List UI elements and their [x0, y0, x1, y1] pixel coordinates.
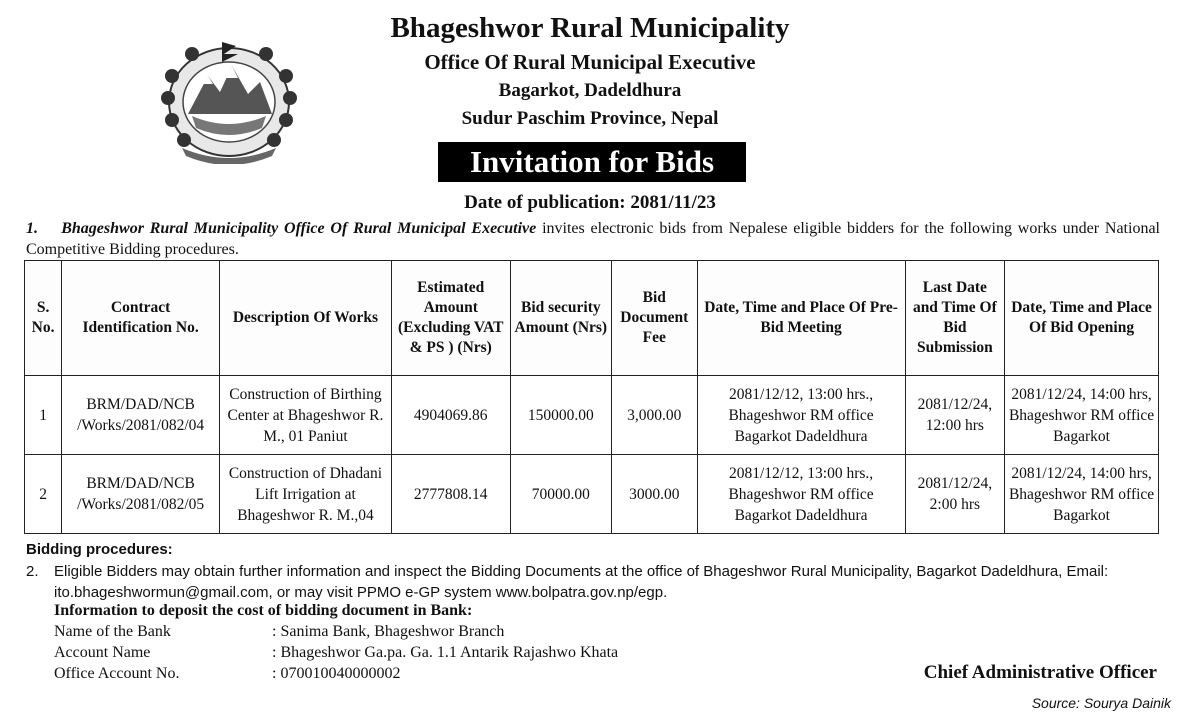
header-bid-opening: Date, Time and Place Of Bid Opening — [1005, 261, 1159, 376]
procedures-text: Eligible Bidders may obtain further information and inspect the Bidding Documents at the office of Bhageshwor Rural Municipality, Bagarkot Dadeldhura, Email: ito.bhageshwormun@gmail.com, or may visit PPMO e-GP system www.bolpatra.gov.np/egp. — [54, 563, 1109, 601]
bank-info-title: Information to deposit the cost of bidding document in Bank: — [54, 602, 473, 619]
bank-info-label: Name of the Bank — [54, 623, 171, 640]
bank-info-value: : Sanima Bank, Bhageshwor Branch — [272, 623, 505, 640]
office-address: Bagarkot, Dadeldhura — [498, 80, 682, 101]
intro-text: invites electronic bids from Nepalese eligible bidders for the following works under National Competitive Bidding procedures. — [26, 220, 1160, 258]
notice-title-banner: Invitation for Bids — [438, 142, 746, 182]
cell-bid-opening: 2081/12/24, 14:00 hrs, Bhageshwor RM office Bagarkot — [1005, 455, 1159, 534]
cell-bid-opening: 2081/12/24, 14:00 hrs, Bhageshwor RM office Bagarkot — [1005, 376, 1159, 455]
procedures-item — [26, 561, 1166, 603]
bank-info-row — [54, 623, 504, 641]
header-pre-bid-meeting: Date, Time and Place Of Pre-Bid Meeting — [697, 261, 905, 376]
municipality-name: Bhageshwor Rural Municipality — [390, 12, 790, 44]
header-document-fee: Bid Document Fee — [612, 261, 697, 376]
header-last-date: Last Date and Time Of Bid Submission — [905, 261, 1005, 376]
cell-document-fee: 3,000.00 — [612, 376, 697, 455]
cell-description: Construction of Dhadani Lift Irrigation at Bhageshwor R. M.,04 — [220, 455, 392, 534]
cell-bid-security: 150000.00 — [510, 376, 612, 455]
bids-table — [24, 260, 1159, 534]
header-description: Description Of Works — [220, 261, 392, 376]
cell-estimated-amount: 2777808.14 — [391, 455, 510, 534]
table-row — [25, 455, 1159, 534]
cell-document-fee: 3000.00 — [612, 455, 697, 534]
bank-info-row — [54, 665, 400, 683]
cell-bid-security: 70000.00 — [510, 455, 612, 534]
header-contract-id: Contract Identification No. — [62, 261, 220, 376]
cell-pre-bid-meeting: 2081/12/12, 13:00 hrs., Bhageshwor RM office Bagarkot Dadeldhura — [697, 455, 905, 534]
header-bid-security: Bid security Amount (Nrs) — [510, 261, 612, 376]
table-header-row — [25, 261, 1159, 376]
header-estimated-amount: Estimated Amount (Excluding VAT & PS ) (Nrs) — [391, 261, 510, 376]
intro-paragraph — [26, 218, 1160, 260]
cell-contract-id: BRM/DAD/NCB /Works/2081/082/04 — [62, 376, 220, 455]
cell-sn: 1 — [25, 376, 62, 455]
signatory-title: Chief Administrative Officer — [923, 662, 1157, 683]
bank-info-value: : 070010040000002 — [272, 665, 401, 682]
cell-description: Construction of Birthing Center at Bhageshwor R. M., 01 Paniut — [220, 376, 392, 455]
cell-last-date: 2081/12/24, 2:00 hrs — [905, 455, 1005, 534]
table-row — [25, 376, 1159, 455]
nepal-emblem-icon — [158, 36, 300, 164]
procedures-number: 2. — [26, 563, 39, 580]
publication-date: Date of publication: 2081/11/23 — [464, 192, 716, 213]
bank-info-value: : Bhageshwor Ga.pa. Ga. 1.1 Antarik Rajashwo Khata — [272, 644, 619, 661]
procedures-title: Bidding procedures: — [26, 541, 173, 558]
bank-info-label: Office Account No. — [54, 665, 180, 682]
intro-emphasis: Bhageshwor Rural Municipality Office Of Rural Municipal Executive — [61, 220, 537, 237]
cell-last-date: 2081/12/24, 12:00 hrs — [905, 376, 1005, 455]
intro-number: 1. — [26, 220, 38, 237]
cell-estimated-amount: 4904069.86 — [391, 376, 510, 455]
cell-contract-id: BRM/DAD/NCB /Works/2081/082/05 — [62, 455, 220, 534]
office-name: Office Of Rural Municipal Executive — [424, 50, 756, 74]
province-line: Sudur Paschim Province, Nepal — [461, 108, 719, 129]
source-credit: Source: Sourya Dainik — [1031, 695, 1171, 711]
cell-sn: 2 — [25, 455, 62, 534]
bank-info-label: Account Name — [54, 644, 151, 661]
cell-pre-bid-meeting: 2081/12/12, 13:00 hrs., Bhageshwor RM office Bagarkot Dadeldhura — [697, 376, 905, 455]
header-sn: S. No. — [25, 261, 62, 376]
bank-info-row — [54, 644, 618, 662]
